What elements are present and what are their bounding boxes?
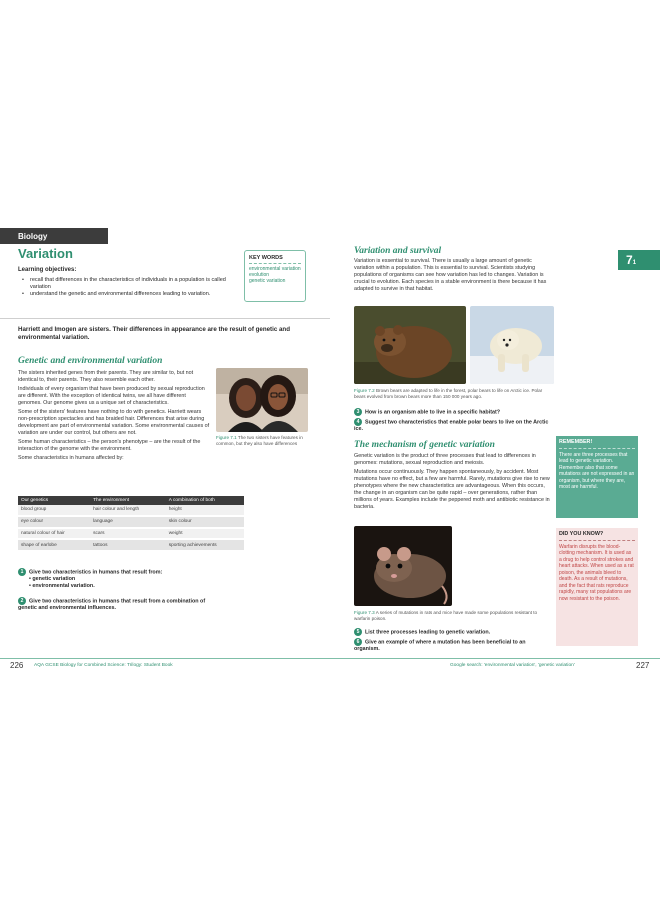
characteristics-table [18,496,244,552]
table-row [18,539,244,551]
table-row [18,505,244,516]
table-cell: shape of earlobe [18,539,90,551]
figure-label: Figure 7.3 [354,610,375,615]
question-text: Give an example of where a mutation has been beneficial to an organism. [354,639,526,653]
section-title: Genetic and environmental variation [18,356,163,366]
table-cell: natural colour of hair [18,528,90,540]
key-words-box [244,250,306,302]
table-cell: tattoos [90,539,166,551]
key-word: evolution [249,272,270,278]
question-number: 4 [354,418,362,426]
figure-caption-text: A series of mutations in rats and mice have made some populations resistant to warfarin poison. [354,610,538,621]
subject-header: Biology [0,228,108,244]
key-word: environmental variation [249,266,301,272]
page-number: 227 [636,661,650,670]
question-subitem: • environmental variation. [29,583,218,590]
right-page [330,222,660,672]
table-cell: hair colour and length [90,505,166,516]
objective-item: • understand the genetic and environmental differences leading to variation. [22,291,232,298]
table-header: The environment [90,496,166,505]
table-cell: sporting achievements [166,539,244,551]
question-subitems [29,576,218,590]
key-word: genetic variation [249,278,286,284]
question-text: Give two characteristics in humans that result from a combination of genetic and environmental influences. [18,598,206,612]
figure-label: Figure 7.1 [216,435,237,440]
paragraph: Some characteristics in humans affected by: [18,455,124,461]
question-6 [354,638,532,653]
did-you-know-heading: DID YOU KNOW? [559,531,635,541]
paragraph: Some of the sisters' features have nothing to do with genetics. Harriett wears non-prescription spectacles and has braided hair. Differences that arise during development are part of environmental variation. Some environmental causes of variation are under our control, but others are not. [18,409,210,436]
figure-caption [354,388,550,399]
page-title: Variation [18,246,73,261]
paragraph: Some human characteristics – the person's phenotype – are the result of the interaction of the genome with the environment. [18,439,201,452]
section-badge [618,250,660,270]
question-number: 2 [18,597,26,605]
table-cell: language [90,516,166,528]
table-header-row [18,496,244,505]
sisters-photo [216,368,308,432]
paragraph: Individuals of every organism that have been produced by sexual reproduction are different. With the exception of identical twins, we all have different genomes. Our genome gives us a unique set of characteristics. [18,386,205,406]
table-header: A combination of both [166,496,244,505]
left-page [0,222,330,672]
brown-bear-photo [354,306,466,384]
question-text: Suggest two characteristics that enable polar bears to live on the Arctic ice. [354,419,549,433]
objectives-list [22,277,232,298]
question-text: How is an organism able to live in a specific habitat? [365,409,501,416]
table-cell: scars [90,528,166,540]
remember-text: There are three processes that lead to genetic variation. Remember also that some mutations are not expressed in an organism, but where they are, most are harmful. [559,451,635,490]
question-text: Give two characteristics in humans that result from: [29,569,163,576]
question-number: 3 [354,408,362,416]
figure-label: Figure 7.2 [354,388,375,393]
question-number: 1 [18,568,26,576]
body-text [18,370,210,464]
question-3 [354,408,554,416]
figure-caption [354,610,552,621]
did-you-know-text: Warfarin disrupts the blood-clotting mechanism. It is used as a drug to help control strokes and heart attacks. When used as a rat poison, the animals bleed to death. As a result of mutations, and the fact that rats reproduce rapidly, many rat populations are now resistant to the poison. [559,543,634,602]
body-text: Variation is essential to survival. There is usually a large amount of genetic variation within a population. This is essential to survival. Scientists studying populations of organisms can see how variation has led to changes. Variation is crucial to evolution. Each species in a stable environment is there because it has adapted to survive in that habitat. [354,258,547,292]
rat-photo [354,526,452,606]
remember-box [556,436,638,518]
table-header: Our genetics [18,496,90,505]
table-cell: skin colour [166,516,244,528]
figure-caption-text: Brown bears are adapted to life in the forest, polar bears to life on Arctic ice. Polar bears evolved from brown bears more than 150 000 years ago. [354,388,543,399]
question-1 [18,568,218,590]
table-row [18,528,244,540]
figure-caption [216,435,308,446]
table-row [18,516,244,528]
polar-bear-photo [470,306,554,384]
objectives-heading: Learning objectives: [18,267,77,273]
body-text [354,453,550,513]
question-4 [354,418,554,433]
did-you-know-box [556,528,638,646]
objective-item: • recall that differences in the characteristics of individuals in a population is called variation [22,277,232,291]
paragraph: The sisters inherited genes from their parents. They are similar to, but not identical to, their parents. They also resemble each other. [18,370,194,383]
key-words-heading: KEY WORDS [249,255,283,261]
paragraph: Mutations occur continuously. They happen spontaneously, by accident. Most mutations have no effect, but a few are harmful. Rarely, mutations give rise to new phenotypes where the new characteristics are advantageous. When this occurs, the change in an organism can be quite rapid – over generations, rather than millions of years. Examples include the peppered moth and antibiotic resistance in bacteria. [354,469,550,510]
paragraph: Genetic variation is the product of three processes that lead to differences in genomes: mutations, sexual reproduction and meiosis. [354,453,536,466]
section-divider [0,318,330,319]
section-title: The mechanism of genetic variation [354,440,495,450]
question-text: List three processes leading to genetic variation. [365,629,491,636]
section-title: Variation and survival [354,246,442,256]
footer-text: Google search: 'environmental variation', 'genetic variation' [450,663,575,668]
footer-text: AQA GCSE Biology for Combined Science: Trilogy: Student Book [34,663,173,668]
intro-text: Harriett and Imogen are sisters. Their differences in appearance are the result of genetic and environmental variation. [18,326,290,341]
question-number: 6 [354,638,362,646]
remember-heading: REMEMBER! [559,439,635,449]
textbook-spread [0,222,660,672]
table-cell: height [166,505,244,516]
footer-rule [330,658,660,659]
figure-caption-text: The two sisters have features in common, but they also have differences [216,435,303,446]
footer-rule [0,658,330,659]
table-cell: blood group [18,505,90,516]
table-cell: weight [166,528,244,540]
table-cell: eye colour [18,516,90,528]
question-subitem: • genetic variation [29,576,218,583]
badge-sub: 1 [632,260,637,266]
question-number: 5 [354,628,362,636]
page-number: 226 [10,661,24,670]
key-words-divider [249,263,301,264]
badge-number: 7 [626,253,633,267]
question-5 [354,628,550,636]
question-2 [18,597,214,612]
